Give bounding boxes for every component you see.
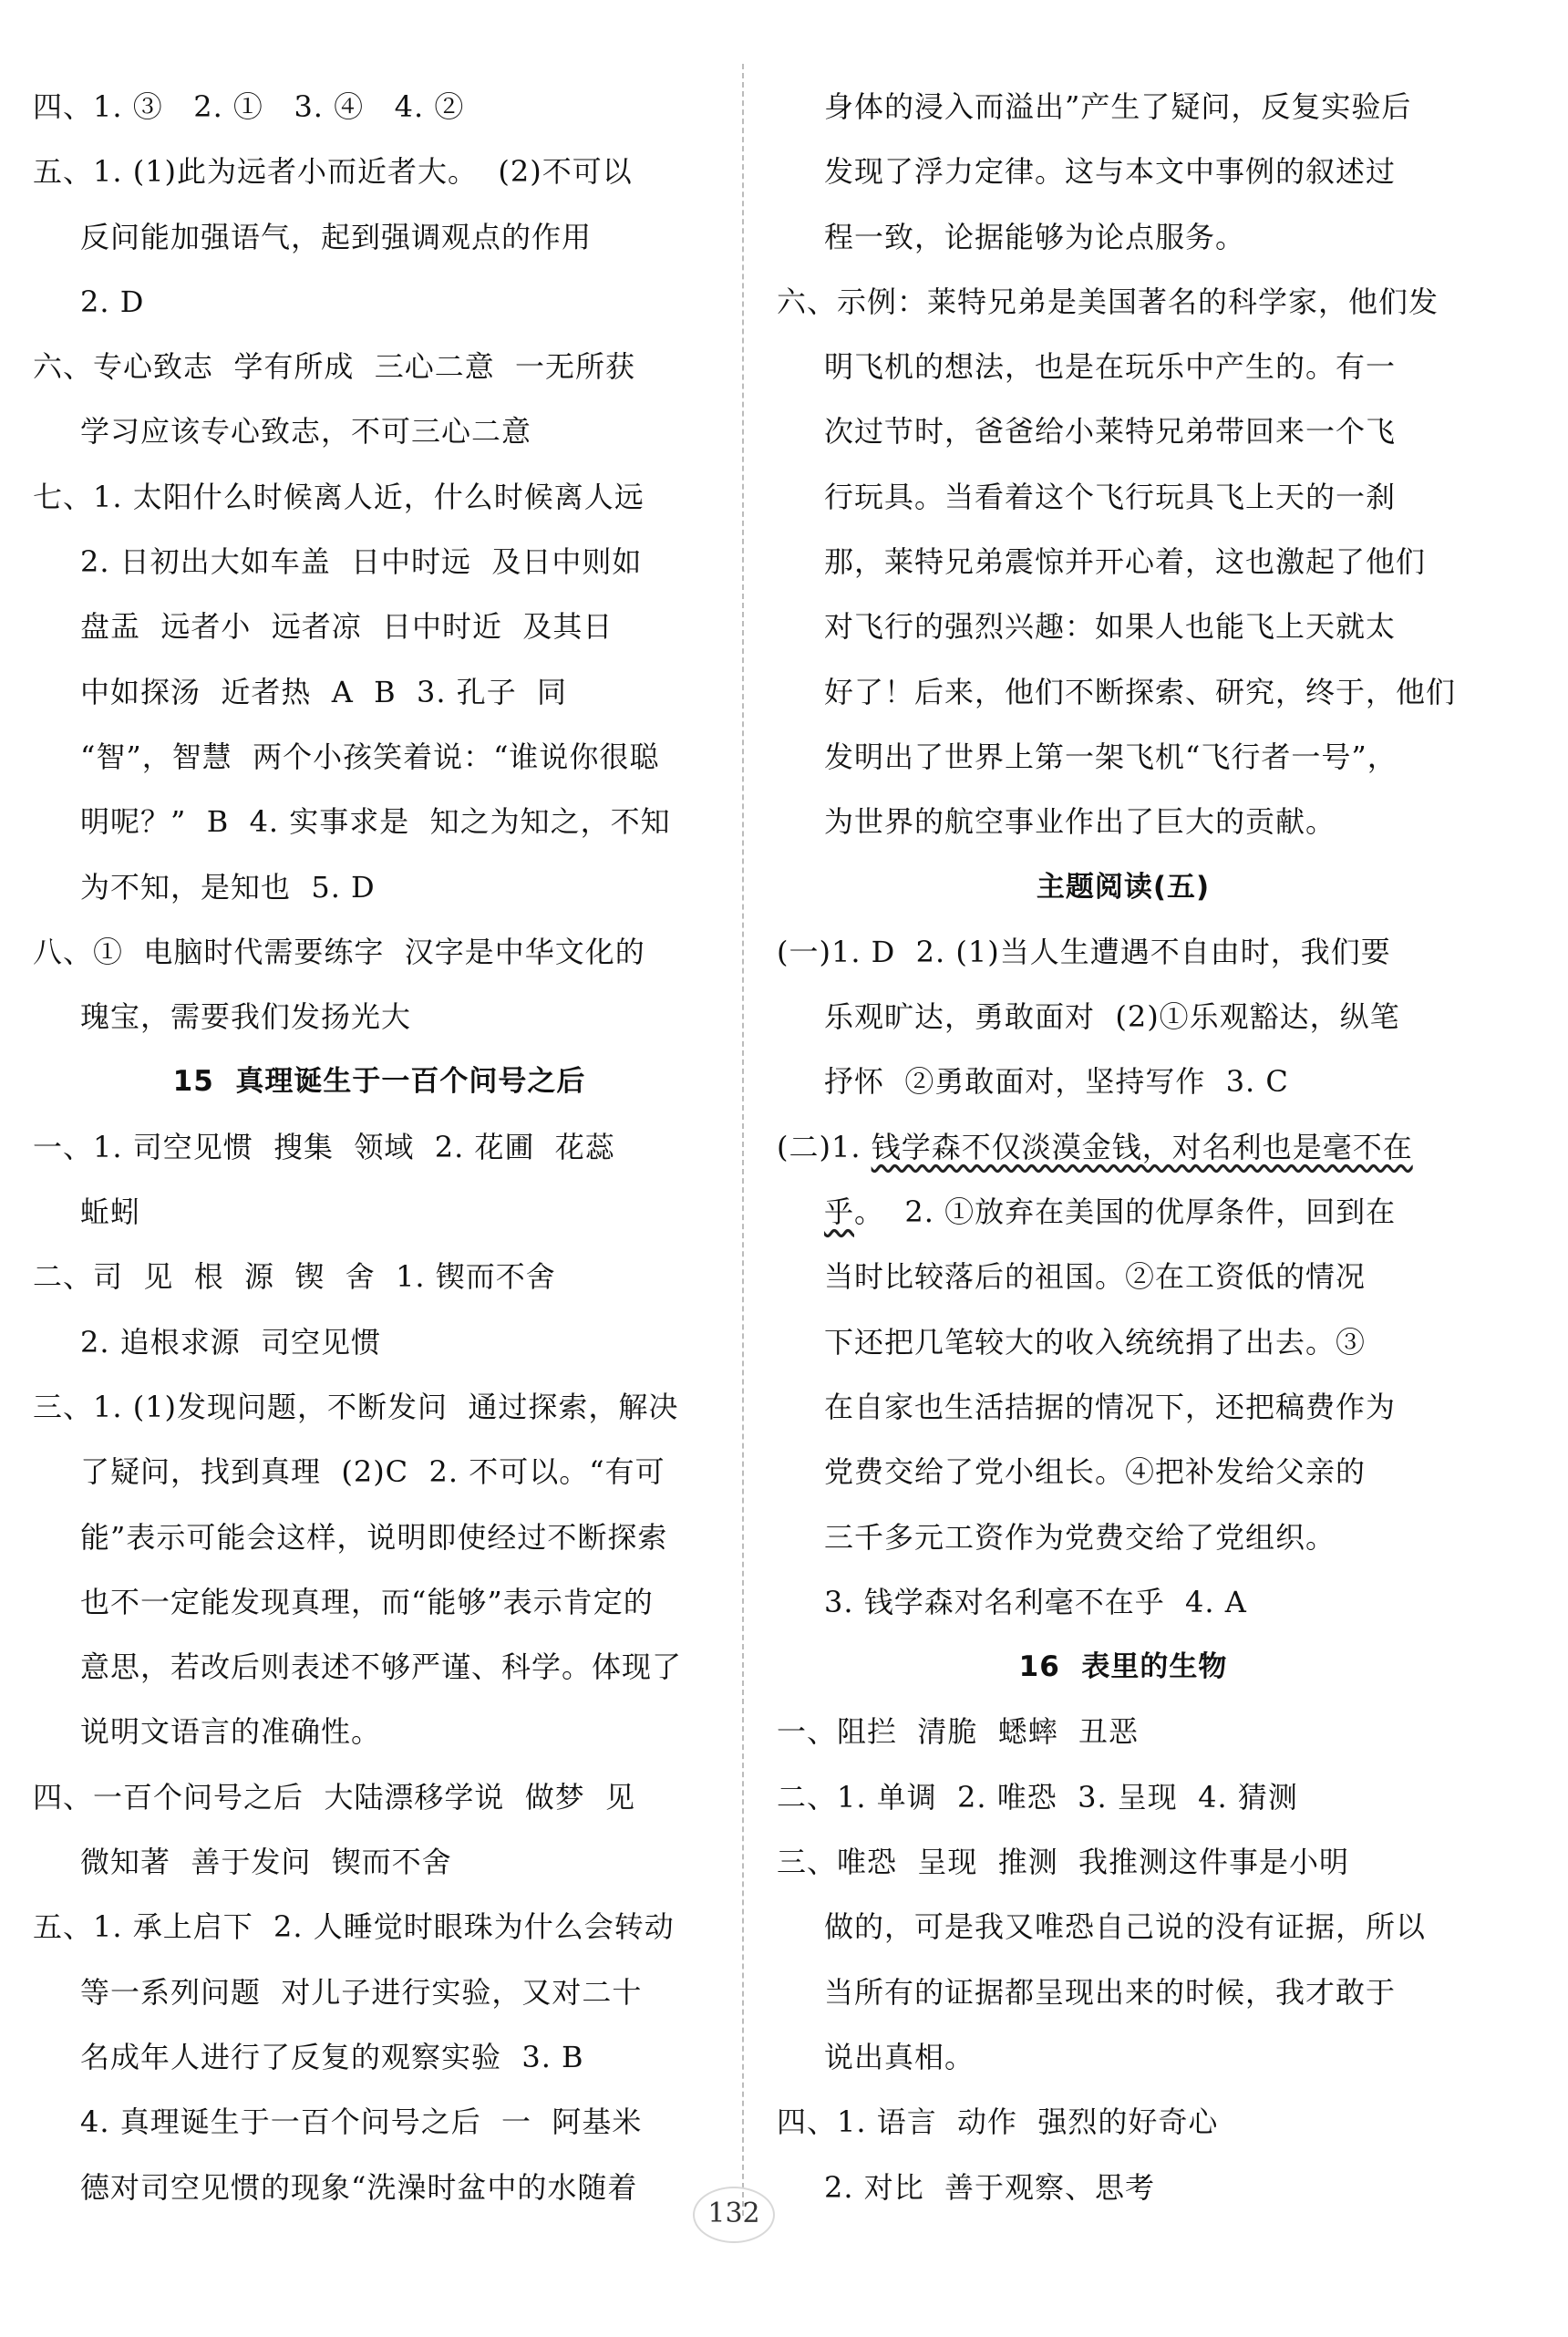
answer-line: 说出真相。	[824, 2039, 975, 2074]
answer-line: 盘盂 远者小 远者凉 日中时近 及其日	[80, 609, 614, 645]
answer-line: (二)1. 钱学森不仅淡漠金钱，对名利也是毫不在	[777, 1129, 1413, 1164]
answer-line: 微知著 善于发问 锲而不舍	[80, 1845, 452, 1880]
answer-line: 蚯蚓	[80, 1194, 141, 1230]
answer-line: 党费交给了党小组长。④把补发给父亲的	[824, 1454, 1367, 1490]
underlined-text: 乎	[824, 1194, 855, 1230]
answer-line: 五、1. 承上启下 2. 人睡觉时眼珠为什么会转动	[33, 1909, 675, 1945]
answer-line: 身体的浸入而溢出”产生了疑问，反复实验后	[824, 89, 1412, 124]
answer-line: (一)1. D 2. (1)当人生遭遇不自由时，我们要	[777, 934, 1391, 969]
answer-line: 当所有的证据都呈现出来的时候，我才敢于	[824, 1974, 1397, 2010]
answer-line: 四、一百个问号之后 大陆漂移学说 做梦 见	[33, 1779, 636, 1815]
section-heading: 16 表里的生物	[1018, 1650, 1228, 1684]
answer-line: 三、唯恐 呈现 推测 我推测这件事是小明	[777, 1845, 1350, 1880]
answer-line: 明呢？” B 4. 实事求是 知之为知之，不知	[80, 804, 671, 840]
right-column	[777, 75, 1470, 2220]
answer-line: 做的，可是我又唯恐自己说的没有证据，所以	[824, 1909, 1427, 1945]
answer-line: 等一系列问题 对儿子进行实验，又对二十	[80, 1974, 643, 2010]
answer-line: 四、1. ③ 2. ① 3. ④ 4. ②	[33, 89, 465, 124]
answer-line: 乎。 2. ①放弃在美国的优厚条件，回到在	[824, 1194, 1397, 1230]
answer-line: 二、1. 单调 2. 唯恐 3. 呈现 4. 猜测	[777, 1779, 1298, 1815]
answer-line: 一、阻拦 清脆 蟋蟀 丑恶	[777, 1714, 1140, 1750]
answer-line: 八、① 电脑时代需要练字 汉字是中华文化的	[33, 934, 645, 969]
answer-line: 名成年人进行了反复的观察实验 3. B	[80, 2039, 584, 2074]
answer-line: 六、示例：莱特兄弟是美国著名的科学家，他们发	[777, 284, 1439, 319]
answer-line: 意思，若改后则表述不够严谨、科学。体现了	[80, 1649, 683, 1685]
answer-line: 2. 追根求源 司空见惯	[80, 1324, 382, 1360]
answer-line: 3. 钱学森对名利毫不在乎 4. A	[824, 1584, 1247, 1619]
section-heading: 15 真理诞生于一百个问号之后	[172, 1065, 586, 1099]
answer-line: 下还把几笔较大的收入统统捐了出去。③	[824, 1324, 1367, 1360]
answer-line: 反问能加强语气，起到强调观点的作用	[80, 219, 593, 254]
answer-line: 乐观旷达，勇敢面对 (2)①乐观豁达，纵笔	[824, 999, 1400, 1035]
answer-line: 五、1. (1)此为远者小而近者大。 (2)不可以	[33, 154, 633, 190]
answer-line: 当时比较落后的祖国。②在工资低的情况	[824, 1259, 1367, 1295]
answer-line: 学习应该专心致志，不可三心二意	[80, 414, 532, 450]
underlined-text: 钱学森不仅淡漠金钱，对名利也是毫不在	[871, 1129, 1413, 1164]
answer-line: 2. 日初出大如车盖 日中时远 及日中则如	[80, 544, 643, 580]
answer-line: 次过节时，爸爸给小莱特兄弟带回来一个飞	[824, 414, 1397, 450]
answer-line: 2. 对比 善于观察、思考	[824, 2169, 1156, 2205]
answer-line: “智”，智慧 两个小孩笑着说：“谁说你很聪	[80, 739, 660, 774]
answer-line: 抒怀 ②勇敢面对，坚持写作 3. C	[824, 1064, 1289, 1100]
answer-line: 说明文语言的准确性。	[80, 1714, 382, 1750]
answer-line: 七、1. 太阳什么时候离人近，什么时候离人远	[33, 479, 645, 514]
answer-line: 六、专心致志 学有所成 三心二意 一无所获	[33, 349, 636, 385]
answer-line: 二、司 见 根 源 锲 舍 1. 锲而不舍	[33, 1259, 556, 1295]
answer-line: 发现了浮力定律。这与本文中事例的叙述过	[824, 154, 1397, 190]
answer-line: 发明出了世界上第一架飞机“飞行者一号”，	[824, 739, 1398, 774]
column-divider	[742, 64, 744, 2216]
answer-line: 了疑问，找到真理 (2)C 2. 不可以。“有可	[80, 1454, 665, 1490]
answer-line: 德对司空见惯的现象“洗澡时盆中的水随着	[80, 2169, 638, 2205]
answer-line: 明飞机的想法，也是在玩乐中产生的。有一	[824, 349, 1397, 385]
answer-line: 在自家也生活拮据的情况下，还把稿费作为	[824, 1389, 1397, 1424]
answer-line: 能”表示可能会这样，说明即使经过不断探索	[80, 1519, 668, 1555]
answer-line: 三、1. (1)发现问题，不断发问 通过探索，解决	[33, 1389, 679, 1424]
page-number: 132	[707, 2197, 760, 2229]
answer-line: 一、1. 司空见惯 搜集 领域 2. 花圃 花蕊	[33, 1129, 615, 1164]
answer-line: 2. D	[80, 284, 145, 319]
answer-line: 四、1. 语言 动作 强烈的好奇心	[777, 2104, 1219, 2140]
answer-line: 4. 真理诞生于一百个问号之后 一 阿基米	[80, 2104, 643, 2140]
answer-line: 程一致，论据能够为论点服务。	[824, 219, 1246, 254]
section-heading: 主题阅读(五)	[1036, 870, 1211, 904]
answer-line: 为不知，是知也 5. D	[80, 869, 376, 905]
answer-line: 好了！后来，他们不断探索、研究，终于，他们	[824, 674, 1457, 709]
answer-line: 为世界的航空事业作出了巨大的贡献。	[824, 804, 1336, 840]
answer-line: 行玩具。当看着这个飞行玩具飞上天的一刹	[824, 479, 1397, 514]
answer-line: 中如探汤 近者热 A B 3. 孔子 同	[80, 674, 568, 709]
answer-line: 瑰宝，需要我们发扬光大	[80, 999, 412, 1035]
answer-line: 也不一定能发现真理，而“能够”表示肯定的	[80, 1584, 654, 1619]
answer-line: 对飞行的强烈兴趣：如果人也能飞上天就太	[824, 609, 1397, 645]
answer-line: 三千多元工资作为党费交给了党组织。	[824, 1519, 1336, 1555]
answer-line: 那，莱特兄弟震惊并开心着，这也激起了他们	[824, 544, 1427, 580]
left-column	[33, 75, 726, 2220]
